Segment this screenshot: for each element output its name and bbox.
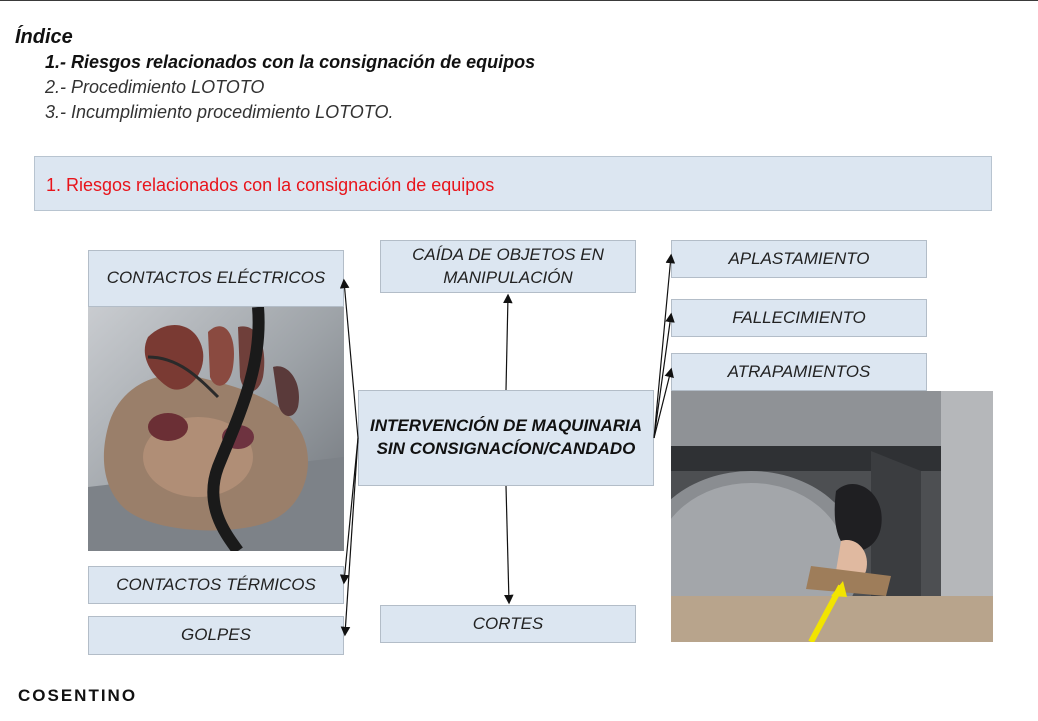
arrow-to-contactos-electricos — [344, 281, 358, 438]
golpes-box: GOLPES — [88, 616, 344, 655]
arrow-to-cortes — [506, 486, 509, 602]
contactos-electricos-box: CONTACTOS ELÉCTRICOS — [88, 250, 344, 307]
fallecimiento-box: FALLECIMIENTO — [671, 299, 927, 337]
arrow-to-contactos-termicos — [344, 438, 358, 582]
atrapamientos-box: ATRAPAMIENTOS — [671, 353, 927, 391]
arrow-to-golpes — [345, 438, 358, 634]
arrow-to-caida-objetos — [506, 296, 508, 390]
cortes-box: CORTES — [380, 605, 636, 643]
index-item-incumplimiento: 3.- Incumplimiento procedimiento LOTOTO. — [45, 102, 394, 122]
arrow-to-aplastamiento — [654, 256, 671, 438]
aplastamiento-box: APLASTAMIENTO — [671, 240, 927, 278]
index-title: Índice — [15, 26, 73, 48]
cosentino-logo: COSENTINO — [18, 686, 138, 705]
caida-objetos-box: CAÍDA DE OBJETOS EN MANIPULACIÓN — [380, 240, 636, 293]
contactos-termicos-box: CONTACTOS TÉRMICOS — [88, 566, 344, 604]
intervencion-central-box: INTERVENCIÓN DE MAQUINARIA SIN CONSIGNACÍON/CANDADO — [358, 390, 654, 486]
arrow-to-fallecimiento — [654, 315, 671, 438]
index-item-riesgos: 1.- Riesgos relacionados con la consignación de equipos — [45, 52, 536, 72]
index-item-procedimiento: 2.- Procedimiento LOTOTO — [45, 77, 265, 97]
section-title: 1. Riesgos relacionados con la consignación de equipos — [46, 175, 495, 195]
